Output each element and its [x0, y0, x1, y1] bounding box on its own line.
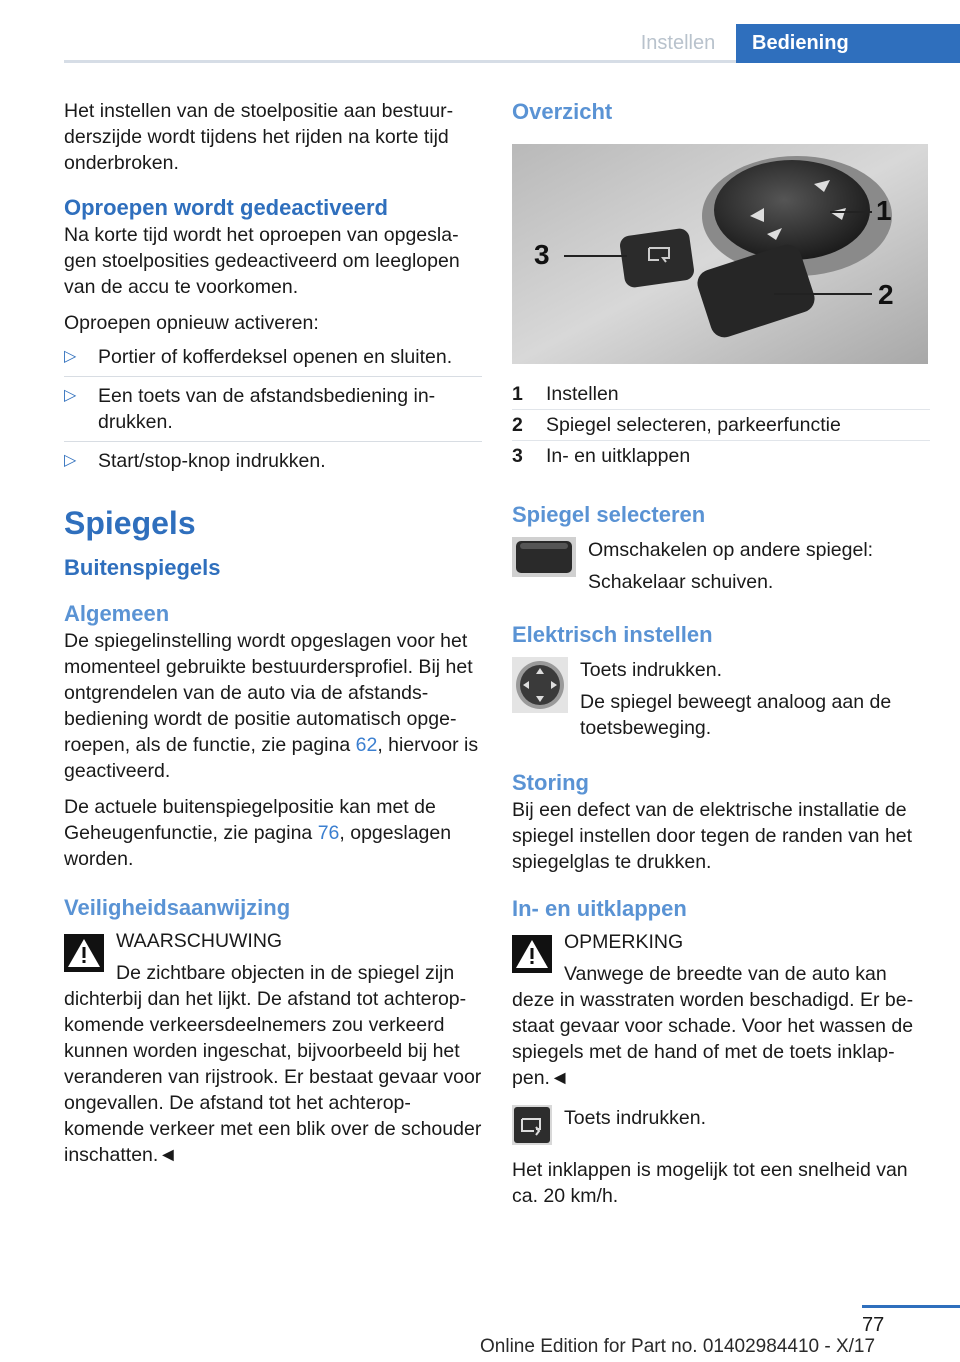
heading-elektrisch-instellen: Elektrisch instellen — [512, 622, 713, 647]
heading-in-uitklappen: In- en uitklappen — [512, 896, 687, 921]
warning-text: De zichtbare objecten in de spiegel zijn dichterbij dan het lijkt. De afstand tot achteropkomende verkeersdeelnemers zou verkeerd kunnen worden ingeschat, bijvoorbeeld bij het veranderen van rijstrook. Er bestaat gevaar voor ongevallen. De afstand tot het achteropkomende verkeer met een blik over de schouder inschatten.◄ — [64, 962, 482, 1166]
page-number: 77 — [862, 1314, 885, 1336]
mirror-fold-button-icon — [512, 1105, 552, 1145]
tab-bediening[interactable]: Bediening — [736, 24, 960, 63]
reactivate-list — [64, 344, 482, 480]
page-link-76[interactable]: 76 — [317, 822, 340, 844]
select-text-2: Schakelaar schuiven. — [588, 571, 774, 593]
note-block — [512, 929, 930, 1091]
intro-paragraph: Het instellen van de stoelpositie aan bestuurderszijde wordt tijdens het rijden na korte tijd onderbroken. — [64, 100, 454, 174]
fold-button-row — [512, 1105, 930, 1145]
heading-storing: Storing — [512, 770, 589, 795]
tab-instellen[interactable]: Instellen — [640, 32, 716, 54]
note-title: OPMERKING — [564, 931, 684, 953]
mirror-switch-photo — [512, 144, 928, 364]
warning-block — [64, 928, 482, 1168]
select-text-1: Omschakelen op andere spiegel: — [588, 539, 874, 561]
heading-overzicht: Overzicht — [512, 99, 613, 124]
note-text: Vanwege de breedte van de auto kan deze in wasstraten worden beschadigd. Er bestaat gevaar voor schade. Voor het wassen de spiegels met de hand of met de toets inklappen.◄ — [512, 963, 914, 1089]
mirror-adjust-knob-icon — [512, 657, 568, 713]
right-column — [512, 98, 930, 1209]
adjust-text-2: De spiegel beweegt analoog aan de toetsbeweging. — [580, 691, 892, 739]
triangle-bullet-icon: ▷ — [64, 348, 77, 365]
heading-oproepen-gedeactiveerd: Oproepen wordt gedeactiveerd — [64, 195, 388, 220]
list-item: ▷ Een toets van de afstandsbediening indrukken. — [64, 383, 482, 442]
warning-icon — [64, 934, 104, 972]
heading-algemeen: Algemeen — [64, 601, 170, 626]
general-paragraph: De spiegelinstelling wordt opgeslagen voor het momenteel gebruikte bestuurdersprofiel. Bij het ontgrendelen van de auto via de afstandsbediening wordt de positie automatisch opgeroepen, als de functie, zie pagina 62, hiervoor is geactiveerd. — [64, 630, 479, 782]
adjust-row — [512, 657, 930, 741]
reactivate-paragraph: Oproepen opnieuw activeren: — [64, 312, 319, 334]
fold-speed-paragraph: Het inklappen is mogelijk tot een snelheid van ca. 20 km/h. — [512, 1159, 908, 1207]
footer-rule — [862, 1305, 960, 1308]
callout-label-2: 2 — [878, 279, 894, 310]
left-column — [64, 98, 482, 1168]
adjust-text-1: Toets indrukken. — [580, 659, 722, 681]
deactivated-paragraph: Na korte tijd wordt het oproepen van opgeslagen stoelposities gedeactiveerd om leeglopen van de accu te voorkomen. — [64, 224, 460, 298]
mirror-select-switch-icon — [512, 537, 576, 577]
legend-list — [512, 379, 930, 471]
legend-item: 1 Instellen — [512, 379, 930, 410]
callout-label-3: 3 — [534, 239, 550, 270]
legend-item: 2 Spiegel selecteren, parkeerfunctie — [512, 410, 930, 441]
list-item: ▷ Start/stop-knop indrukken. — [64, 450, 326, 472]
heading-spiegels: Spiegels — [64, 505, 196, 541]
caution-icon — [512, 935, 552, 973]
callout-label-1: 1 — [876, 195, 892, 226]
heading-spiegel-selecteren: Spiegel selecteren — [512, 502, 706, 527]
memory-paragraph: De actuele buitenspiegelpositie kan met de Geheugenfunctie, zie pagina 76, opgeslagen worden. — [64, 796, 452, 870]
edition-footer: Online Edition for Part no. 01402984410 - X/17 — [480, 1336, 876, 1357]
legend-item: 3 In- en uitklappen — [512, 445, 691, 467]
storing-paragraph: Bij een defect van de elektrische installatie de spiegel instellen door tegen de randen van het spiegelglas te drukken. — [512, 799, 913, 873]
triangle-bullet-icon: ▷ — [64, 387, 77, 404]
select-row — [512, 537, 930, 595]
fold-button-text: Toets indrukken. — [564, 1107, 706, 1129]
page-link-62[interactable]: 62 — [355, 734, 378, 756]
triangle-bullet-icon: ▷ — [64, 452, 77, 469]
list-item: ▷ Portier of kofferdeksel openen en sluiten. — [64, 344, 482, 377]
warning-title: WAARSCHUWING — [116, 930, 283, 952]
heading-buitenspiegels: Buitenspiegels — [64, 555, 221, 580]
heading-veiligheid: Veiligheidsaanwijzing — [64, 895, 291, 920]
